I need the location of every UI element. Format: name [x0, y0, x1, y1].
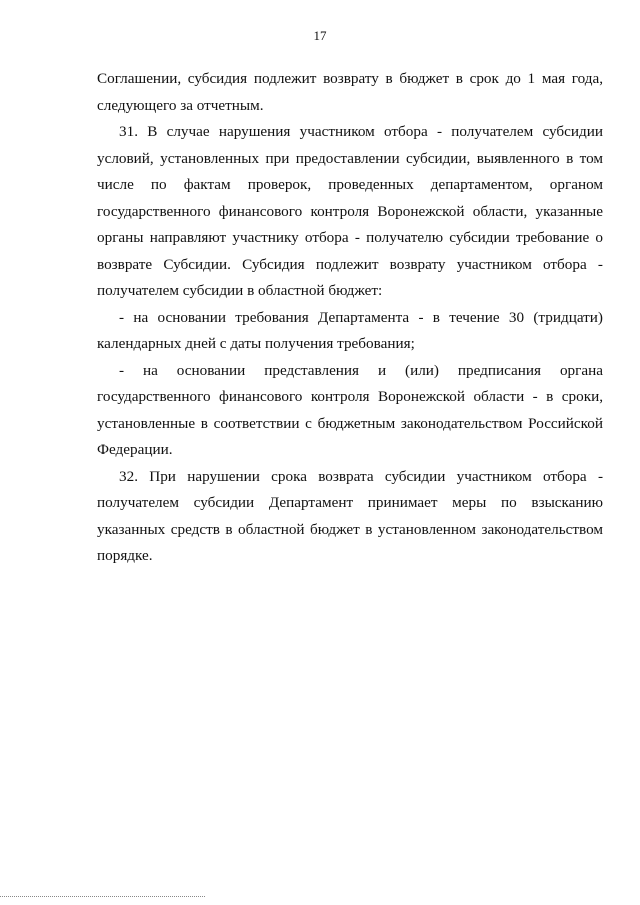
paragraph-31-item-1: - на основании требования Департамента - в течение 30 (тридцати) календарных дней с даты получения требования; [97, 308, 603, 352]
paragraph-32: 32. При нарушении срока возврата субсидии участником отбора - получателем субсидии Департамент принимает меры по взысканию указанных средств в областной бюджет в установленном законодательством порядке. [97, 467, 603, 564]
paragraph-continuation: Соглашении, субсидия подлежит возврату в бюджет в срок до 1 мая года, следующего за отчетным. [97, 70, 603, 114]
page-number: 17 [313, 28, 327, 43]
paragraph-31-item-2: - на основании представления и (или) предписания органа государственного финансового контроля Воронежской области - в сроки, установленные в соответствии с бюджетным законодательством Российской Федерации. [97, 361, 603, 458]
paragraph-31: 31. В случае нарушения участником отбора - получателем субсидии условий, установленных при предоставлении субсидии, выявленного в том числе по фактам проверок, проведенных департаментом, органом государственного финансового контроля Воронежской области, указанные органы направляют участнику отбора - получателю субсидии требование о возврате Субсидии. Субсидия подлежит возврату участником отбора - получателем субсидии в областной бюджет: [97, 123, 603, 299]
footer-divider [0, 896, 205, 897]
document-body [97, 66, 603, 570]
